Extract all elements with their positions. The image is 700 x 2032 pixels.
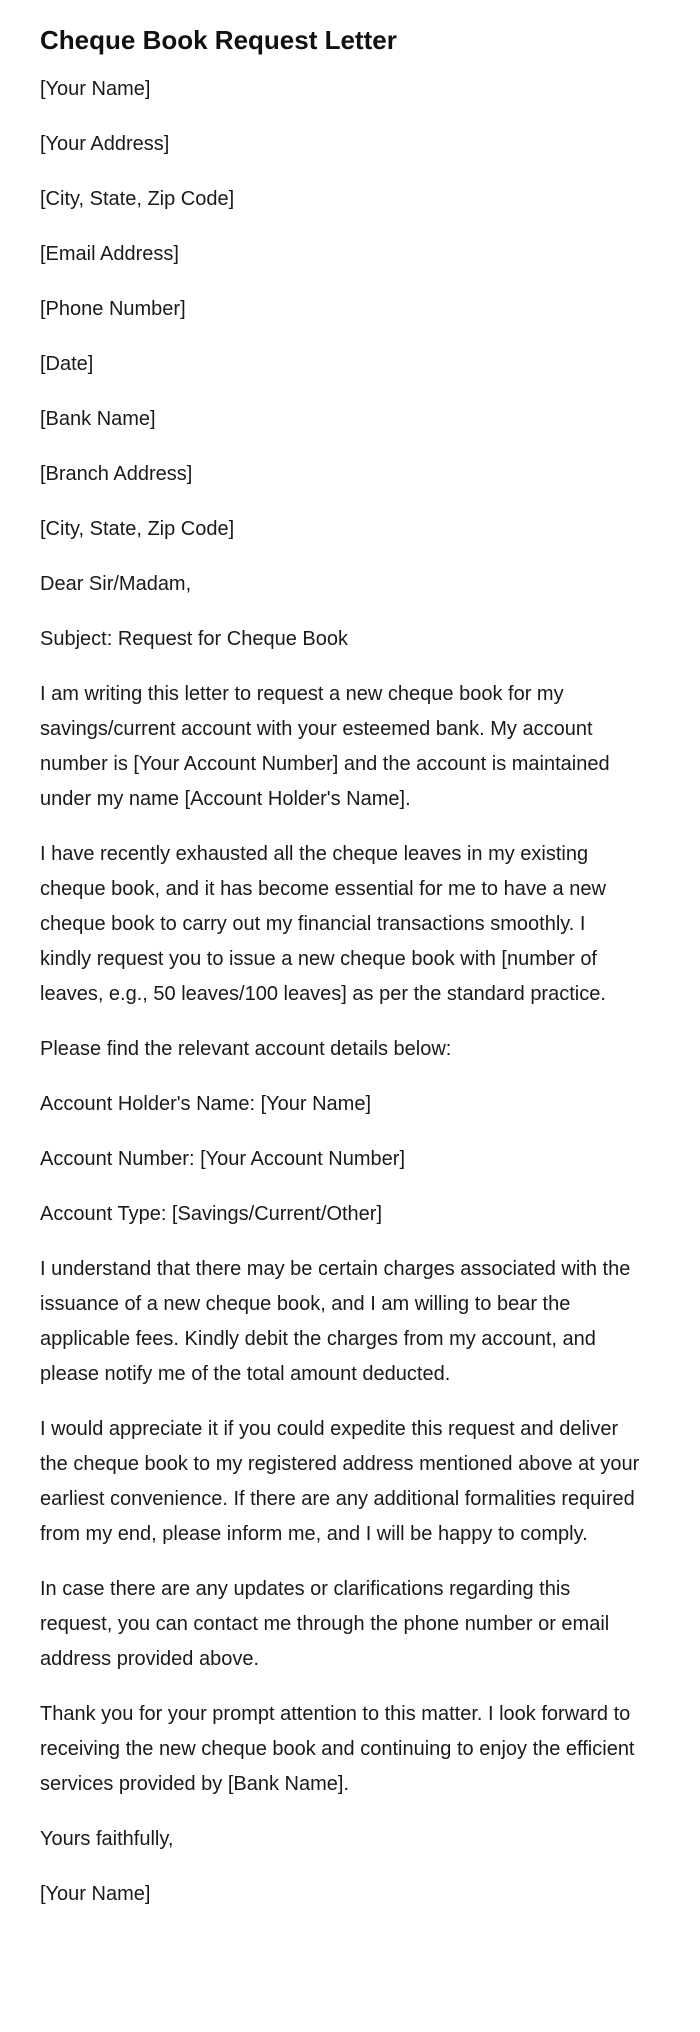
sender-email: [Email Address] xyxy=(40,243,179,265)
signature-name: [Your Name] xyxy=(40,1883,151,1905)
recipient-branch-address: [Branch Address] xyxy=(40,463,193,485)
body-paragraph: Thank you for your prompt attention to this matter. I look forward to receiving the new cheque book and continuing to enjoy the efficient services provided by [Bank Name]. xyxy=(40,1703,635,1795)
recipient-city-state-zip: [City, State, Zip Code] xyxy=(40,518,235,540)
body-paragraph: In case there are any updates or clarifications regarding this request, you can contact me through the phone number or email address provided above. xyxy=(40,1578,610,1670)
account-number: Account Number: [Your Account Number] xyxy=(40,1148,405,1170)
letter-date: [Date] xyxy=(40,353,94,375)
body-paragraph: Please find the relevant account details below: xyxy=(40,1038,452,1060)
body-paragraph: I would appreciate it if you could expedite this request and deliver the cheque book to my registered address mentioned above at your earliest convenience. If there are any additional formalities required from my end, please inform me, and I will be happy to comply. xyxy=(40,1418,640,1545)
sign-off: Yours faithfully, xyxy=(40,1828,174,1850)
sender-name: [Your Name] xyxy=(40,78,151,100)
subject-line: Subject: Request for Cheque Book xyxy=(40,628,348,650)
salutation: Dear Sir/Madam, xyxy=(40,573,192,595)
sender-phone: [Phone Number] xyxy=(40,298,186,320)
sender-city-state-zip: [City, State, Zip Code] xyxy=(40,188,235,210)
page-title: Cheque Book Request Letter xyxy=(40,25,397,55)
account-holder-name: Account Holder's Name: [Your Name] xyxy=(40,1093,372,1115)
body-paragraph: I have recently exhausted all the cheque leaves in my existing cheque book, and it has become essential for me to have a new cheque book to carry out my financial transactions smoothly. I kindly request you to issue a new cheque book with [number of leaves, e.g., 50 leaves/100 leaves] as per the standard practice. xyxy=(40,843,606,1005)
sender-address: [Your Address] xyxy=(40,133,170,155)
body-paragraph: I understand that there may be certain charges associated with the issuance of a new cheque book, and I am willing to bear the applicable fees. Kindly debit the charges from my account, and please notify me of the total amount deducted. xyxy=(40,1258,631,1385)
body-paragraph: I am writing this letter to request a new cheque book for my savings/current account with your esteemed bank. My account number is [Your Account Number] and the account is maintained under my name [Account Holder's Name]. xyxy=(40,683,610,810)
account-type: Account Type: [Savings/Current/Other] xyxy=(40,1203,383,1225)
recipient-bank-name: [Bank Name] xyxy=(40,408,156,430)
